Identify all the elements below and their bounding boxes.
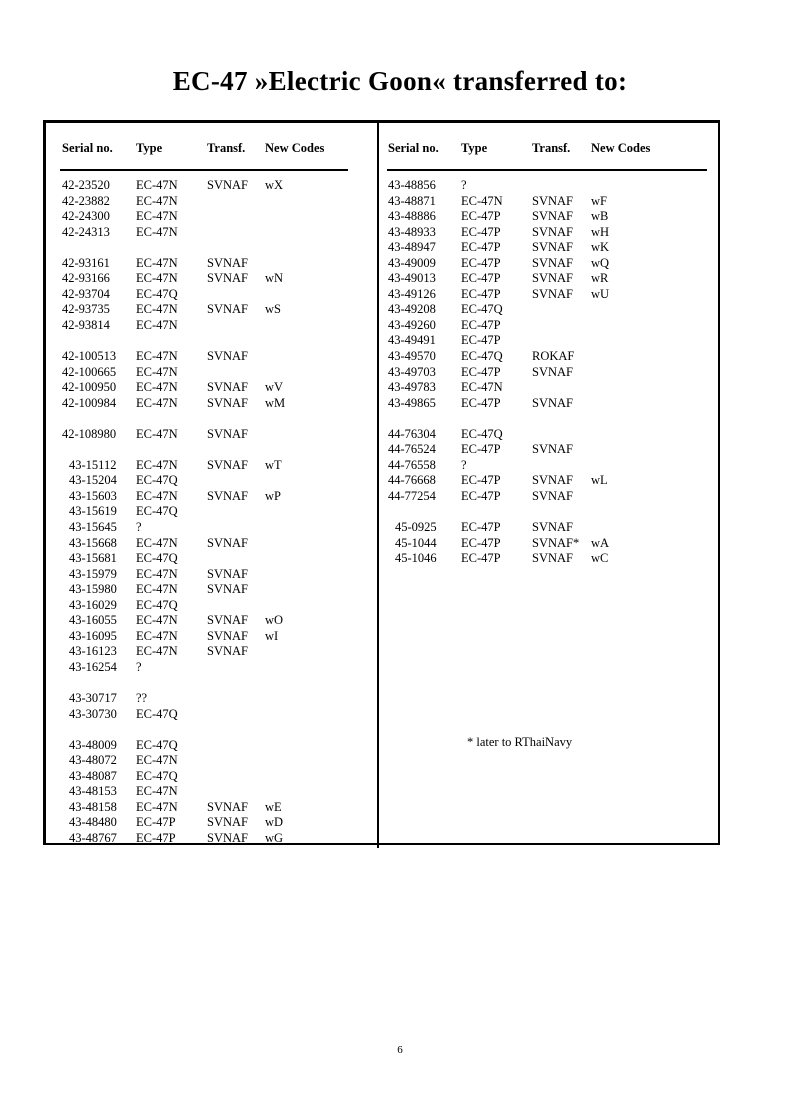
cell-type: EC-47P xyxy=(136,815,176,830)
cell-type: EC-47N xyxy=(136,784,178,799)
cell-serial-no: 43-49126 xyxy=(388,286,436,301)
cell-type: ? xyxy=(136,520,142,535)
table-row xyxy=(46,427,377,443)
cell-type: EC-47Q xyxy=(136,551,178,566)
table-row xyxy=(46,831,377,847)
cell-transf: SVNAF xyxy=(532,473,573,488)
cell-serial-no: 45-1046 xyxy=(395,551,437,566)
table-row xyxy=(379,256,723,272)
cell-type: EC-47N xyxy=(136,488,178,503)
cell-transf: SVNAF xyxy=(532,364,573,379)
cell-transf: SVNAF xyxy=(207,799,248,814)
cell-new-code: wG xyxy=(265,830,284,845)
cell-serial-no: 43-15980 xyxy=(69,582,117,597)
cell-type: EC-47N xyxy=(136,566,178,581)
table-row xyxy=(379,302,723,318)
cell-transf: SVNAF xyxy=(207,830,248,845)
row-spacer xyxy=(46,676,377,692)
cell-transf: SVNAF xyxy=(532,271,573,286)
table-row xyxy=(46,271,377,287)
cell-type: EC-47P xyxy=(461,240,501,255)
table-row xyxy=(379,240,723,256)
transfer-table xyxy=(43,120,720,845)
cell-serial-no: 44-76524 xyxy=(388,442,436,457)
cell-type: EC-47N xyxy=(136,255,178,270)
cell-type: EC-47Q xyxy=(461,426,503,441)
cell-transf: SVNAF xyxy=(207,535,248,550)
table-column-left xyxy=(46,123,377,848)
table-row xyxy=(46,660,377,676)
cell-transf: SVNAF xyxy=(207,488,248,503)
cell-type: EC-47N xyxy=(136,317,178,332)
table-row xyxy=(46,489,377,505)
cell-transf: SVNAF xyxy=(207,255,248,270)
cell-type: EC-47P xyxy=(461,255,501,270)
cell-transf: SVNAF xyxy=(532,224,573,239)
cell-transf: SVNAF* xyxy=(532,535,580,550)
cell-type: EC-47N xyxy=(136,426,178,441)
cell-transf: SVNAF xyxy=(207,582,248,597)
cell-serial-no: 42-93161 xyxy=(62,255,110,270)
cell-type: ?? xyxy=(136,691,148,706)
cell-serial-no: 43-48480 xyxy=(69,815,117,830)
cell-new-code: wQ xyxy=(591,255,610,270)
table-row xyxy=(46,536,377,552)
table-row xyxy=(379,396,723,412)
table-row xyxy=(46,365,377,381)
cell-serial-no: 43-16055 xyxy=(69,613,117,628)
cell-new-code: wS xyxy=(265,302,281,317)
cell-serial-no: 43-15204 xyxy=(69,473,117,488)
table-row xyxy=(379,536,723,552)
header-serial-no: Serial no. xyxy=(388,141,439,155)
table-row xyxy=(379,287,723,303)
cell-serial-no: 43-15681 xyxy=(69,551,117,566)
cell-serial-no: 42-108980 xyxy=(62,426,117,441)
table-row xyxy=(46,318,377,334)
table-row xyxy=(379,333,723,349)
cell-serial-no: 43-49009 xyxy=(388,255,436,270)
cell-serial-no: 43-15645 xyxy=(69,520,117,535)
row-spacer xyxy=(46,333,377,349)
cell-serial-no: 42-24313 xyxy=(62,224,110,239)
cell-new-code: wI xyxy=(265,628,279,643)
cell-type: EC-47P xyxy=(461,535,501,550)
cell-type: EC-47P xyxy=(461,364,501,379)
table-row xyxy=(46,567,377,583)
table-row xyxy=(46,738,377,754)
table-row xyxy=(46,256,377,272)
cell-new-code: wD xyxy=(265,815,284,830)
cell-serial-no: 42-93166 xyxy=(62,271,110,286)
cell-serial-no: 43-48871 xyxy=(388,193,436,208)
table-row xyxy=(46,287,377,303)
table-footnote: * later to RThaiNavy xyxy=(467,735,573,749)
table-row xyxy=(46,753,377,769)
table-row xyxy=(46,473,377,489)
cell-transf: SVNAF xyxy=(207,457,248,472)
cell-transf: SVNAF xyxy=(207,380,248,395)
cell-serial-no: 43-15112 xyxy=(69,457,117,472)
cell-transf: SVNAF xyxy=(207,426,248,441)
cell-transf: SVNAF xyxy=(532,551,573,566)
cell-type: EC-47N xyxy=(136,349,178,364)
cell-transf: ROKAF xyxy=(532,349,575,364)
cell-serial-no: 43-49260 xyxy=(388,317,436,332)
header-new-codes: New Codes xyxy=(591,141,651,155)
cell-type: ? xyxy=(461,457,467,472)
cell-type: EC-47P xyxy=(461,520,501,535)
cell-type: EC-47N xyxy=(136,613,178,628)
cell-type: EC-47N xyxy=(136,628,178,643)
cell-serial-no: 42-93704 xyxy=(62,286,110,301)
cell-type: EC-47P xyxy=(461,333,501,348)
cell-type: EC-47N xyxy=(136,364,178,379)
cell-new-code: wT xyxy=(265,457,282,472)
cell-type: EC-47N xyxy=(136,799,178,814)
table-row xyxy=(379,458,723,474)
cell-type: ? xyxy=(136,659,142,674)
cell-transf: SVNAF xyxy=(207,178,248,192)
cell-type: EC-47Q xyxy=(136,504,178,519)
cell-type: EC-47P xyxy=(461,286,501,301)
table-row xyxy=(46,349,377,365)
table-row xyxy=(46,613,377,629)
cell-serial-no: 43-30730 xyxy=(69,706,117,721)
cell-serial-no: 45-0925 xyxy=(395,520,437,535)
cell-type: EC-47P xyxy=(461,551,501,566)
cell-serial-no: 45-1044 xyxy=(395,535,437,550)
header-new-codes: New Codes xyxy=(265,141,325,155)
cell-serial-no: 42-24300 xyxy=(62,209,110,224)
table-row xyxy=(379,427,723,443)
cell-serial-no: 43-49865 xyxy=(388,395,436,410)
cell-serial-no: 44-76668 xyxy=(388,473,436,488)
cell-serial-no: 43-48158 xyxy=(69,799,117,814)
table-row xyxy=(379,551,723,567)
cell-transf: SVNAF xyxy=(532,286,573,301)
cell-transf: SVNAF xyxy=(207,628,248,643)
cell-type: EC-47N xyxy=(136,582,178,597)
table-row xyxy=(379,225,723,241)
header-serial-no: Serial no. xyxy=(62,141,113,155)
cell-transf: SVNAF xyxy=(207,815,248,830)
table-body-right xyxy=(379,178,723,567)
cell-type: EC-47N xyxy=(461,380,503,395)
cell-serial-no: 43-48009 xyxy=(69,737,117,752)
table-row xyxy=(46,520,377,536)
table-row xyxy=(379,178,723,194)
cell-new-code: wU xyxy=(591,286,610,301)
cell-new-code: wX xyxy=(265,178,284,192)
table-row xyxy=(46,225,377,241)
cell-type: EC-47N xyxy=(136,209,178,224)
cell-serial-no: 43-15619 xyxy=(69,504,117,519)
table-row xyxy=(46,784,377,800)
cell-type: EC-47Q xyxy=(136,706,178,721)
cell-serial-no: 43-48947 xyxy=(388,240,436,255)
table-row xyxy=(46,582,377,598)
cell-type: EC-47P xyxy=(461,442,501,457)
cell-transf: SVNAF xyxy=(532,488,573,503)
cell-type: EC-47N xyxy=(136,380,178,395)
cell-transf: SVNAF xyxy=(532,395,573,410)
cell-serial-no: 43-16029 xyxy=(69,597,117,612)
table-row xyxy=(379,520,723,536)
header-rule xyxy=(60,169,348,171)
cell-serial-no: 43-16095 xyxy=(69,628,117,643)
table-row xyxy=(46,629,377,645)
cell-type: EC-47N xyxy=(136,193,178,208)
cell-serial-no: 43-48087 xyxy=(69,768,117,783)
cell-type: EC-47Q xyxy=(136,737,178,752)
cell-type: EC-47P xyxy=(461,209,501,224)
page-number: 6 xyxy=(397,1044,403,1056)
table-row xyxy=(46,769,377,785)
cell-serial-no: 42-100950 xyxy=(62,380,117,395)
cell-serial-no: 42-100665 xyxy=(62,364,117,379)
cell-type: EC-47Q xyxy=(461,302,503,317)
cell-new-code: wN xyxy=(265,271,284,286)
cell-transf: SVNAF xyxy=(532,255,573,270)
cell-serial-no: 42-23520 xyxy=(62,178,110,192)
cell-transf: SVNAF xyxy=(207,271,248,286)
cell-type: EC-47N xyxy=(461,193,503,208)
cell-type: EC-47N xyxy=(136,178,178,192)
cell-serial-no: 42-23882 xyxy=(62,193,110,208)
row-spacer xyxy=(379,504,723,520)
row-spacer xyxy=(46,411,377,427)
cell-type: EC-47P xyxy=(461,317,501,332)
cell-serial-no: 43-49783 xyxy=(388,380,436,395)
cell-serial-no: 43-48886 xyxy=(388,209,436,224)
cell-type: EC-47N xyxy=(136,224,178,239)
table-row xyxy=(46,302,377,318)
cell-serial-no: 43-48856 xyxy=(388,178,436,192)
table-row xyxy=(379,442,723,458)
cell-serial-no: 43-48072 xyxy=(69,753,117,768)
table-row xyxy=(46,209,377,225)
cell-serial-no: 43-49491 xyxy=(388,333,436,348)
cell-serial-no: 44-76558 xyxy=(388,457,436,472)
table-row xyxy=(46,691,377,707)
table-row xyxy=(46,551,377,567)
cell-new-code: wA xyxy=(591,535,610,550)
cell-serial-no: 43-49703 xyxy=(388,364,436,379)
cell-serial-no: 43-48767 xyxy=(69,830,117,845)
cell-type: EC-47Q xyxy=(136,768,178,783)
page-title: EC-47 »Electric Goon« transferred to: xyxy=(172,66,628,97)
row-spacer xyxy=(46,240,377,256)
cell-type: EC-47N xyxy=(136,395,178,410)
cell-type: EC-47P xyxy=(461,473,501,488)
cell-type: EC-47P xyxy=(136,830,176,845)
cell-new-code: wB xyxy=(591,209,609,224)
table-row xyxy=(379,349,723,365)
cell-serial-no: 43-16254 xyxy=(69,659,117,674)
cell-new-code: wE xyxy=(265,799,282,814)
table-row xyxy=(46,178,377,194)
row-spacer xyxy=(46,442,377,458)
cell-new-code: wH xyxy=(591,224,610,239)
cell-serial-no: 43-48153 xyxy=(69,784,117,799)
cell-type: EC-47P xyxy=(461,488,501,503)
header-transf: Transf. xyxy=(207,141,246,155)
header-type: Type xyxy=(461,141,488,155)
table-row xyxy=(46,458,377,474)
cell-transf: SVNAF xyxy=(532,209,573,224)
table-row xyxy=(46,380,377,396)
cell-type: EC-47P xyxy=(461,271,501,286)
table-row xyxy=(379,473,723,489)
cell-new-code: wC xyxy=(591,551,609,566)
table-header-right xyxy=(379,141,723,171)
cell-transf: SVNAF xyxy=(207,302,248,317)
cell-transf: SVNAF xyxy=(532,240,573,255)
cell-type: EC-47Q xyxy=(136,473,178,488)
cell-transf: SVNAF xyxy=(207,613,248,628)
table-row xyxy=(379,365,723,381)
cell-type: EC-47N xyxy=(136,753,178,768)
cell-serial-no: 43-49208 xyxy=(388,302,436,317)
table-header-left xyxy=(46,141,377,171)
cell-type: EC-47N xyxy=(136,644,178,659)
cell-type: EC-47Q xyxy=(461,349,503,364)
cell-type: EC-47N xyxy=(136,457,178,472)
cell-new-code: wV xyxy=(265,380,284,395)
cell-new-code: wF xyxy=(591,193,607,208)
cell-type: EC-47Q xyxy=(136,286,178,301)
cell-serial-no: 43-49570 xyxy=(388,349,436,364)
cell-type: EC-47N xyxy=(136,302,178,317)
table-row xyxy=(46,800,377,816)
cell-serial-no: 44-76304 xyxy=(388,426,436,441)
table-column-right xyxy=(379,123,723,848)
cell-serial-no: 42-100513 xyxy=(62,349,117,364)
table-row xyxy=(379,489,723,505)
cell-new-code: wO xyxy=(265,613,284,628)
table-row xyxy=(46,598,377,614)
header-transf: Transf. xyxy=(532,141,571,155)
cell-serial-no: 43-16123 xyxy=(69,644,117,659)
cell-serial-no: 43-30717 xyxy=(69,691,117,706)
cell-new-code: wM xyxy=(265,395,286,410)
header-rule xyxy=(387,169,707,171)
table-row xyxy=(46,815,377,831)
cell-transf: SVNAF xyxy=(532,520,573,535)
cell-transf: SVNAF xyxy=(207,566,248,581)
cell-serial-no: 42-93814 xyxy=(62,317,110,332)
cell-transf: SVNAF xyxy=(207,395,248,410)
row-spacer xyxy=(46,722,377,738)
cell-transf: SVNAF xyxy=(207,349,248,364)
cell-serial-no: 44-77254 xyxy=(388,488,436,503)
table-row xyxy=(46,644,377,660)
cell-transf: SVNAF xyxy=(207,644,248,659)
cell-new-code: wL xyxy=(591,473,608,488)
header-type: Type xyxy=(136,141,163,155)
row-spacer xyxy=(379,411,723,427)
cell-new-code: wP xyxy=(265,488,281,503)
cell-serial-no: 43-49013 xyxy=(388,271,436,286)
table-body-left xyxy=(46,178,377,847)
cell-transf: SVNAF xyxy=(532,193,573,208)
cell-type: EC-47N xyxy=(136,271,178,286)
table-row xyxy=(46,396,377,412)
cell-transf: SVNAF xyxy=(532,442,573,457)
table-row xyxy=(379,380,723,396)
cell-serial-no: 42-93735 xyxy=(62,302,110,317)
cell-type: EC-47P xyxy=(461,395,501,410)
cell-serial-no: 43-15668 xyxy=(69,535,117,550)
table-row xyxy=(379,209,723,225)
cell-type: EC-47N xyxy=(136,535,178,550)
table-row xyxy=(379,271,723,287)
table-row xyxy=(379,194,723,210)
table-row xyxy=(46,504,377,520)
table-row xyxy=(46,707,377,723)
table-row xyxy=(379,318,723,334)
cell-serial-no: 42-100984 xyxy=(62,395,117,410)
table-row xyxy=(46,194,377,210)
cell-serial-no: 43-15603 xyxy=(69,488,117,503)
cell-type: ? xyxy=(461,178,467,192)
cell-new-code: wK xyxy=(591,240,610,255)
cell-new-code: wR xyxy=(591,271,609,286)
cell-serial-no: 43-48933 xyxy=(388,224,436,239)
cell-serial-no: 43-15979 xyxy=(69,566,117,581)
cell-type: EC-47P xyxy=(461,224,501,239)
cell-type: EC-47Q xyxy=(136,597,178,612)
